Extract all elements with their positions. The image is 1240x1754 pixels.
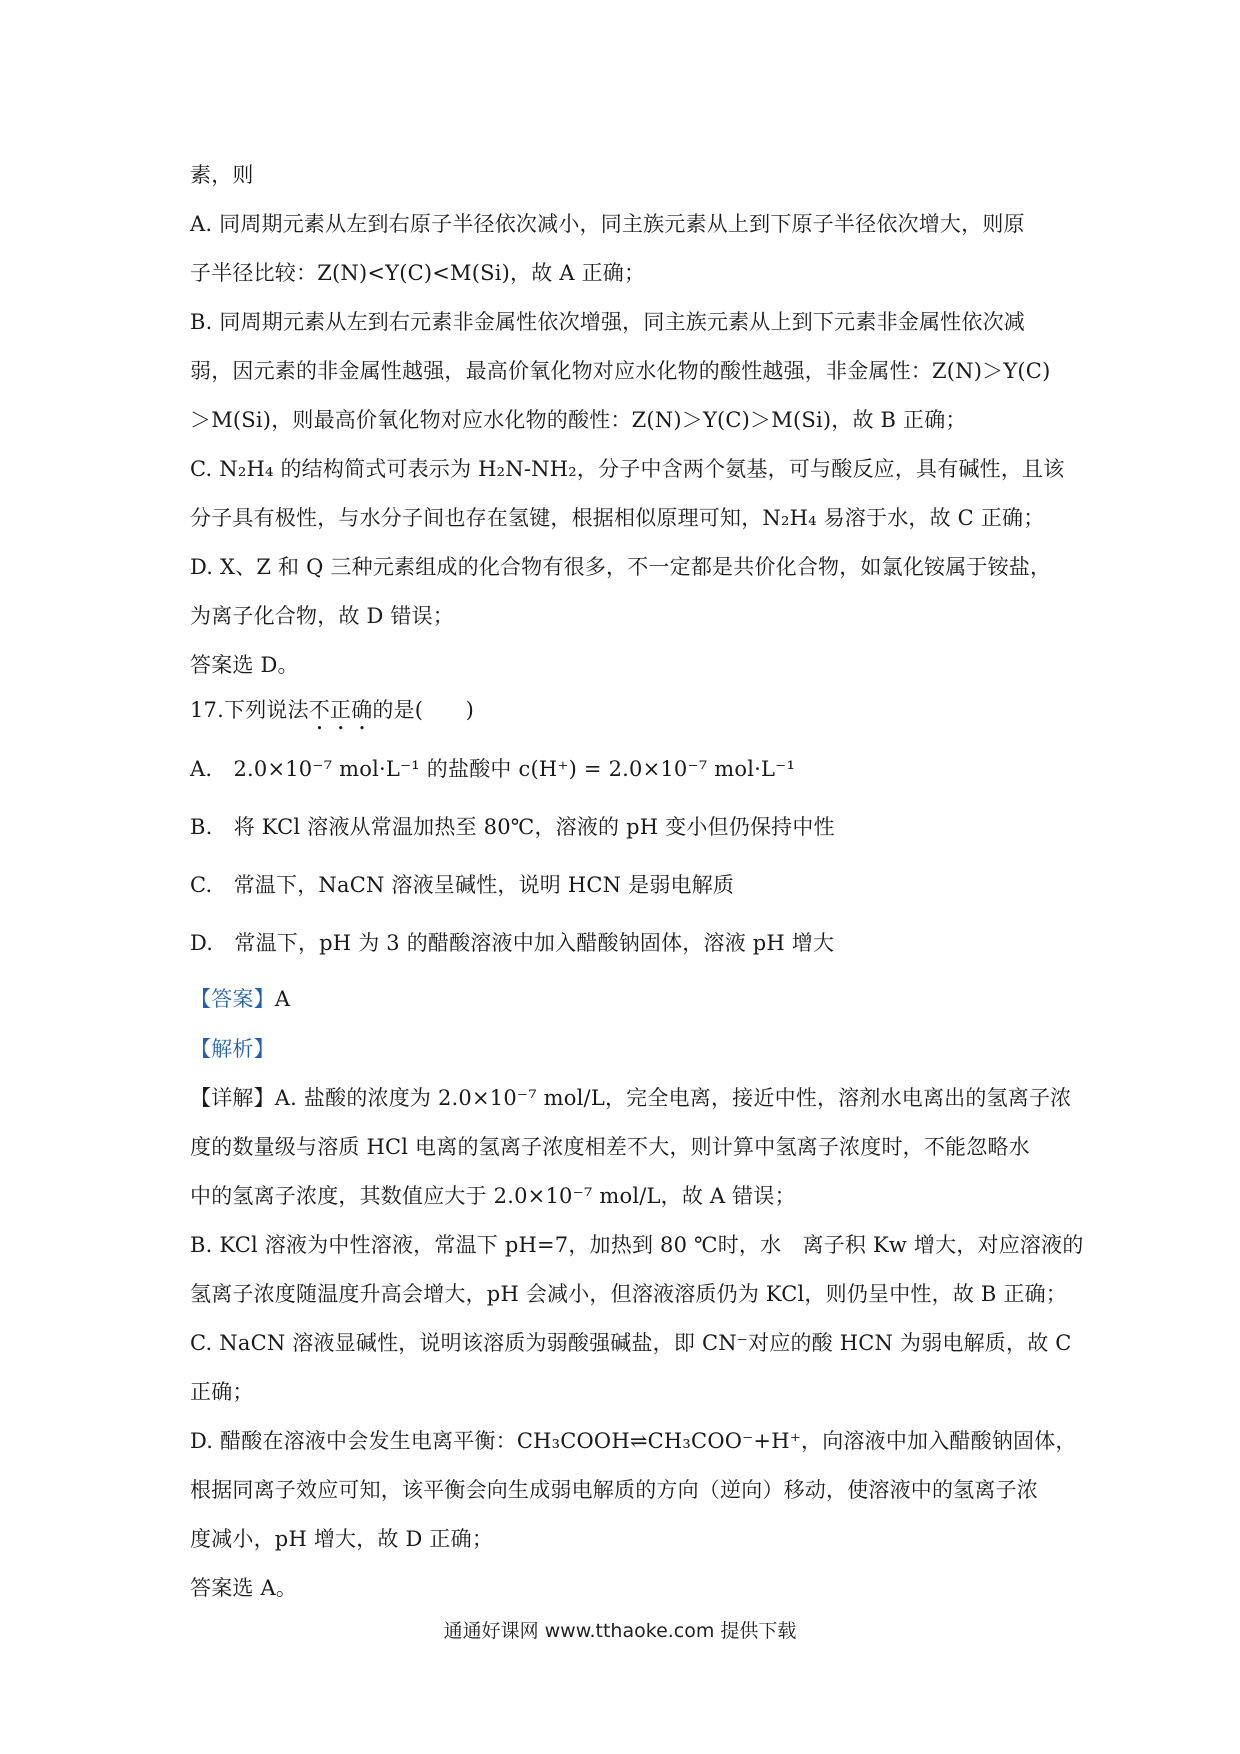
detail-line: 度减小，pH 增大，故 D 正确； bbox=[190, 1527, 494, 1551]
text-line: 为离子化合物，故 D 错误； bbox=[190, 604, 454, 628]
detail-line: 中的氢离子浓度，其数值应大于 2.0×10⁻⁷ mol/L，故 A 错误； bbox=[190, 1184, 796, 1208]
text-line: 弱，因元素的非金属性越强，最高价氧化物对应水化物的酸性越强，非金属性：Z(N)＞Y(C) bbox=[190, 359, 1051, 383]
detail-line: 正确； bbox=[190, 1380, 254, 1404]
text-line: 答案选 D。 bbox=[190, 653, 299, 677]
option-d: D. 常温下，pH 为 3 的醋酸溶液中加入醋酸钠固体，溶液 pH 增大 bbox=[190, 931, 835, 955]
emphasis-text: 不正确 bbox=[308, 698, 373, 722]
analysis-heading bbox=[190, 1034, 1060, 1064]
detail-line: D. 醋酸在溶液中会发生电离平衡：CH₃COOH⇌CH₃COO⁻+H⁺，向溶液中加入醋酸钠固体， bbox=[190, 1429, 1077, 1453]
question-stem bbox=[190, 695, 1060, 735]
answer-value: A bbox=[274, 987, 291, 1011]
text-line: 分子具有极性，与水分子间也存在氢键，根据相似原理可知，N₂H₄ 易溶于水，故 C 正确； bbox=[190, 506, 1045, 530]
detail-line: C. NaCN 溶液显碱性，说明该溶质为弱酸强碱盐，即 CN⁻对应的酸 HCN 为弱电解质，故 C bbox=[190, 1331, 1072, 1355]
answer-line bbox=[190, 984, 1060, 1014]
text-line: D. X、Z 和 Q 三种元素组成的化合物有很多，不一定都是共价化合物，如氯化铵属于铵盐， bbox=[190, 555, 1052, 579]
question-number: 17.下列说法 bbox=[190, 698, 309, 722]
question-suffix: 的是( ) bbox=[372, 698, 474, 722]
detail-line: 【详解】A. 盐酸的浓度为 2.0×10⁻⁷ mol/L，完全电离，接近中性，溶剂水电离出的氢离子浓 bbox=[190, 1086, 1072, 1110]
option-c: C. 常温下，NaCN 溶液呈碱性，说明 HCN 是弱电解质 bbox=[190, 873, 735, 897]
detail-line: 度的数量级与溶质 HCl 电离的氢离子浓度相差不大，则计算中氢离子浓度时，不能忽略水 bbox=[190, 1135, 1030, 1159]
detail-line: 答案选 A。 bbox=[190, 1576, 298, 1600]
analysis-tag: 【解析】 bbox=[190, 1037, 275, 1061]
answer-tag: 【答案】 bbox=[190, 987, 275, 1011]
text-line: B. 同周期元素从左到右元素非金属性依次增强，同主族元素从上到下元素非金属性依次减 bbox=[190, 310, 1025, 334]
detail-line: B. KCl 溶液为中性溶液，常温下 pH=7，加热到 80 ℃时，水 离子积 Kw 增大，对应溶液的 bbox=[190, 1233, 1084, 1257]
page-footer: 通通好课网 www.tthaoke.com 提供下载 bbox=[443, 1620, 797, 1642]
option-b: B. 将 KCl 溶液从常温加热至 80℃，溶液的 pH 变小但仍保持中性 bbox=[190, 815, 835, 839]
text-line: A. 同周期元素从左到右原子半径依次减小，同主族元素从上到下原子半径依次增大，则原 bbox=[190, 212, 1025, 236]
detail-line: 氢离子浓度随温度升高会增大，pH 会减小，但溶液溶质仍为 KCl，则仍呈中性，故 B 正确； bbox=[190, 1282, 1067, 1306]
text-line: ＞M(Si)，则最高价氧化物对应水化物的酸性：Z(N)＞Y(C)＞M(Si)，故 B 正确； bbox=[190, 408, 967, 432]
detail-line: 根据同离子效应可知，该平衡会向生成弱电解质的方向（逆向）移动，使溶液中的氢离子浓 bbox=[190, 1478, 1038, 1502]
option-a: A. 2.0×10⁻⁷ mol·L⁻¹ 的盐酸中 c(H⁺) = 2.0×10⁻⁷ mol·L⁻¹ bbox=[190, 757, 796, 781]
text-line: C. N₂H₄ 的结构简式可表示为 H₂N-NH₂，分子中含两个氨基，可与酸反应，具有碱性，且该 bbox=[190, 457, 1065, 481]
text-line: 素，则 bbox=[190, 163, 254, 187]
text-line: 子半径比较：Z(N)<Y(C)<M(Si)，故 A 正确； bbox=[190, 261, 646, 285]
